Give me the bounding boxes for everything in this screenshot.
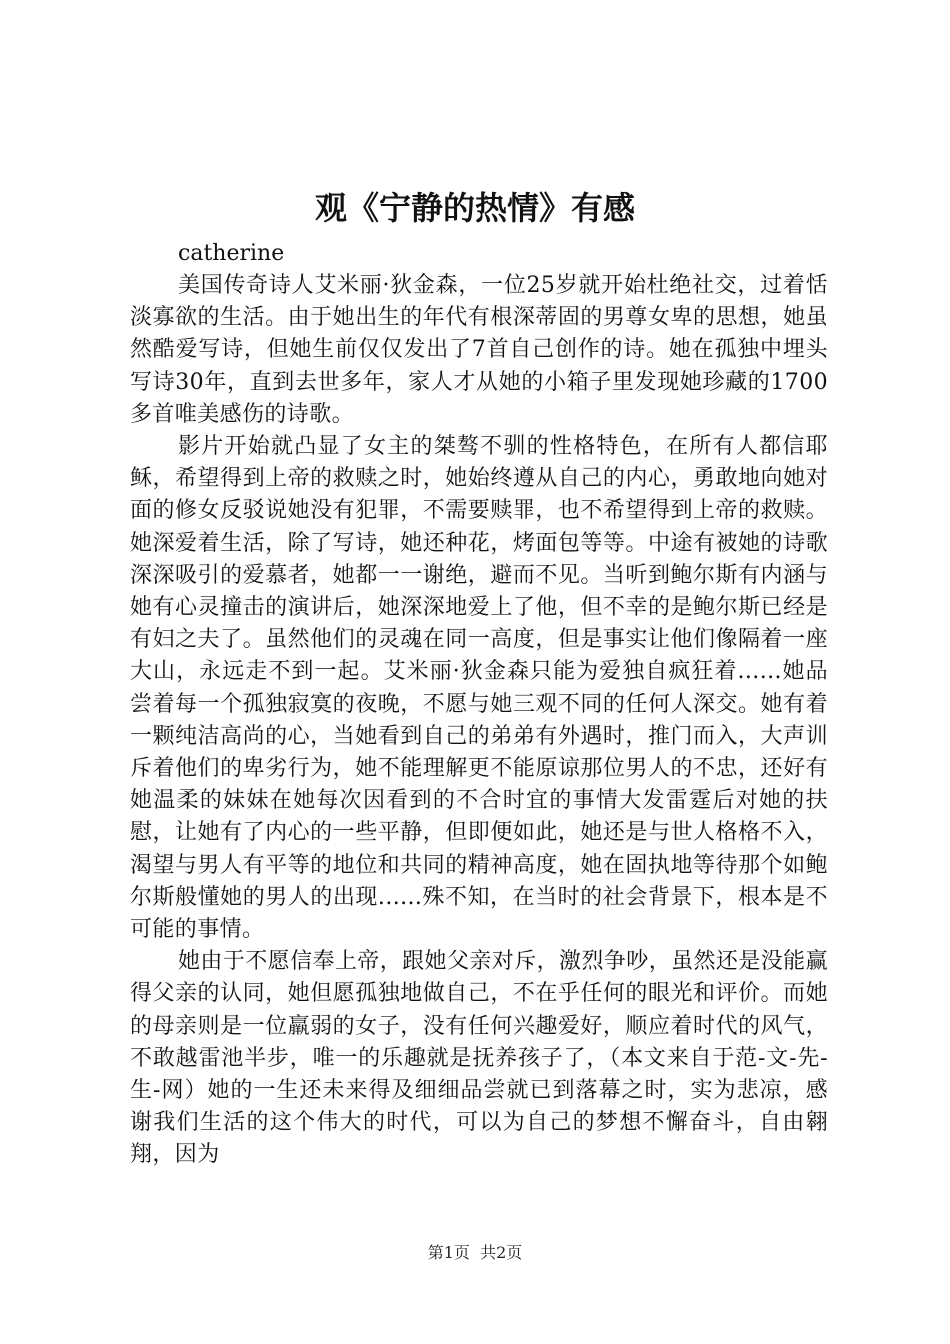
paragraph-3: 她由于不愿信奉上帝，跟她父亲对斥，激烈争吵，虽然还是没能赢得父亲的认同，她但愿孤独地做自己，不在乎任何的眼光和评价。而她的母亲则是一位羸弱的女子，没有任何兴趣爱好，顺应着时代的风气，不敢越雷池半步，唯一的乐趣就是抚养孩子了，（本文来自于范-文-先-生-网）她的一生还未来得及细细品尝就已到落幕之时，实为悲凉，感谢我们生活的这个伟大的时代，可以为自己的梦想不懈奋斗，自由翱翔，因为 (130, 949, 828, 1168)
paragraph-2: 影片开始就凸显了女主的桀骜不驯的性格特色，在所有人都信耶稣，希望得到上帝的救赎之时，她始终遵从自己的内心，勇敢地向她对面的修女反驳说她没有犯罪，不需要赎罪，也不希望得到上帝的救赎。她深爱着生活，除了写诗，她还种花，烤面包等等。中途有被她的诗歌深深吸引的爱慕者，她都一一谢绝，避而不见。当听到鲍尔斯有内涵与她有心灵撞击的演讲后，她深深地爱上了他，但不幸的是鲍尔斯已经是有妇之夫了。虽然他们的灵魂在同一高度，但是事实让他们像隔着一座大山，永远走不到一起。艾米丽·狄金森只能为爱独自疯狂着......她品尝着每一个孤独寂寞的夜晚，不愿与她三观不同的任何人深交。她有着一颗纯洁高尚的心，当她看到自己的弟弟有外遇时，推门而入，大声训斥着他们的卑劣行为，她不能理解更不能原谅那位男人的不忠，还好有她温柔的妹妹在她每次因看到的不合时宜的事情大发雷霆后对她的扶慰，让她有了内心的一些平静，但即便如此，她还是与世人格格不入，渴望与男人有平等的地位和共同的精神高度，她在固执地等待那个如鲍尔斯般懂她的男人的出现......殊不知，在当时的社会背景下，根本是不可能的事情。 (130, 434, 828, 943)
page-footer (0, 1241, 950, 1265)
footer-spacer (470, 1243, 480, 1262)
paragraph-1: 美国传奇诗人艾米丽·狄金森，一位25岁就开始杜绝社交，过着恬淡寡欲的生活。由于她出生的年代有根深蒂固的男尊女卑的思想，她虽然酷爱写诗，但她生前仅仅发出了7首自己创作的诗。她在孤独中埋头写诗30年，直到去世多年，家人才从她的小箱子里发现她珍藏的1700多首唯美感伤的诗歌。 (130, 273, 828, 427)
page-number: 第1页 (427, 1243, 470, 1262)
author-name: catherine (178, 241, 285, 266)
document-body (130, 238, 828, 1172)
document-title: 观《宁静的热情》有感 (314, 189, 635, 227)
page-total: 共2页 (480, 1243, 523, 1262)
